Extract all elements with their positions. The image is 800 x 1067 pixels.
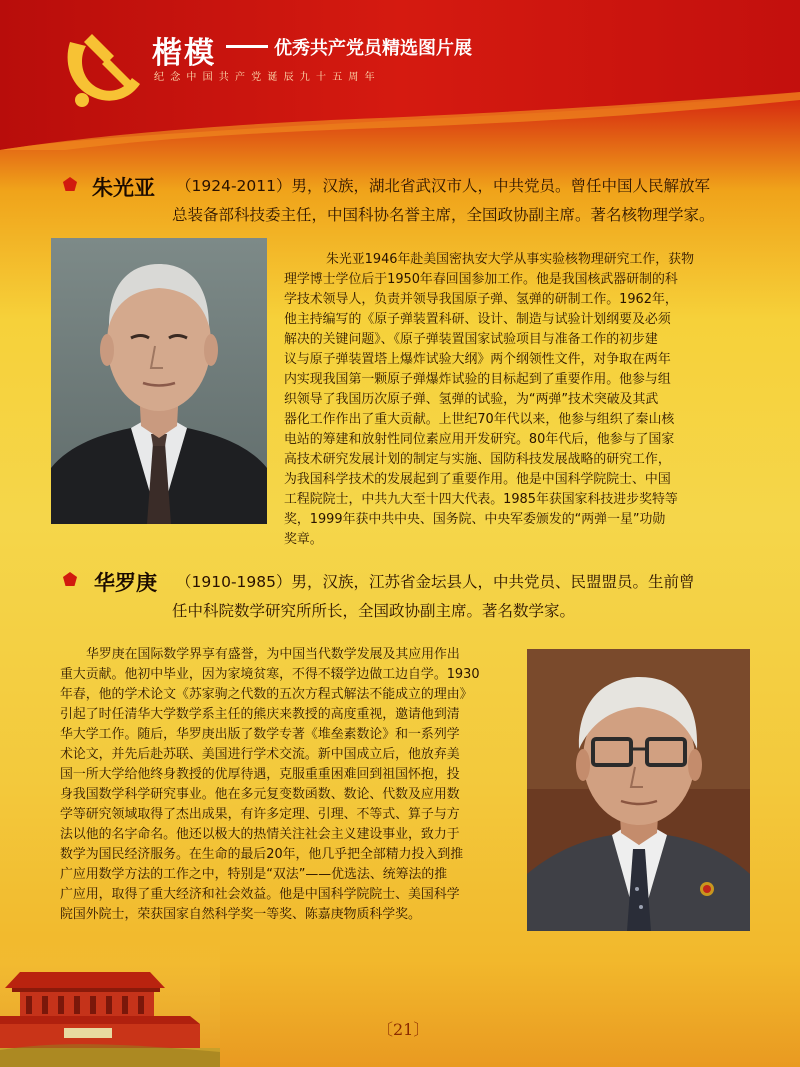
person2-biography: [60, 645, 518, 925]
bio-line: 理学博士学位后于1950年春回国参加工作。他是我国核武器研制的科: [284, 272, 678, 287]
bio-line: 重大贡献。他初中毕业，因为家境贫寒，不得不辍学边做工边自学。1930: [60, 667, 480, 682]
bio-line: 为我国科学技术的发展起到了重要作用。他是中国科学院院士、中国: [284, 472, 671, 487]
person2-intro-line2: 任中科院数学研究所所长，全国政协副主席。著名数学家。: [172, 602, 576, 620]
bio-line: 术论文，并先后赴苏联、美国进行学术交流。新中国成立后，他放弃美: [60, 747, 460, 762]
header-caption: 纪念中国共产党诞辰九十五周年: [154, 72, 381, 83]
bio-line: 广应用数学方法的工作之中，特别是“双法”——优选法、统筹法的推: [60, 867, 448, 882]
page-number: 〔21〕: [377, 1020, 430, 1039]
bio-line: 工程院院士，中共九大至十四大代表。1985年获国家科技进步奖特等: [284, 492, 678, 507]
bio-line: 织领导了我国历次原子弹、氢弹的试验，为“两弹”技术突破及其武: [284, 392, 659, 407]
header-title: 楷模: [152, 36, 216, 71]
bio-line: 广应用，取得了重大经济和社会效益。他是中国科学院院士、美国科学: [60, 887, 460, 902]
bio-line: 数学为国民经济服务。在生命的最后20年，他几乎把全部精力投入到推: [60, 847, 464, 862]
person2-portrait: [527, 649, 750, 931]
bio-line: 议与原子弹装置塔上爆炸试验大纲》两个纲领性文件，对争取在两年: [284, 352, 671, 367]
person1-name: 朱光亚: [92, 176, 155, 200]
person1-intro-line2: 总装备部科技委主任，中国科协名誉主席，全国政协副主席。著名核物理学家。: [172, 206, 715, 224]
bio-line: 内实现我国第一颗原子弹爆炸试验的目标起到了重要作用。他参与组: [284, 372, 671, 387]
person1-intro-line1: （1924-2011）男，汉族，湖北省武汉市人，中共党员。曾任中国人民解放军: [176, 177, 710, 195]
bio-line: 他主持编写的《原子弹装置科研、设计、制造与试验计划纲要及必须: [284, 312, 671, 327]
title-dash: [226, 45, 268, 48]
hammer-sickle-icon: [52, 12, 152, 112]
bio-line: 器化工作作出了重大贡献。上世纪70年代以来，他参与组织了秦山核: [284, 412, 675, 427]
person2-name: 华罗庚: [94, 571, 157, 595]
bio-line: 身我国数学科学研究事业。他在多元复变数函数、数论、代数及应用数: [60, 787, 460, 802]
bio-line: 学技术领导人，负责并领导我国原子弹、氢弹的研制工作。1962年，: [284, 292, 678, 307]
bio-line: 华罗庚在国际数学界享有盛誉，为中国当代数学发展及其应用作出: [86, 647, 460, 662]
bio-line: 年春，他的学术论文《苏家驹之代数的五次方程式解法不能成立的理由》: [60, 687, 473, 702]
person2-intro-line1: （1910-1985）男，汉族，江苏省金坛县人，中共党员、民盟盟员。生前曾: [176, 573, 695, 591]
bio-line: 高技术研究发展计划的制定与实施、国防科技发展战略的研究工作，: [284, 452, 671, 467]
bio-line: 奖，1999年获中共中央、国务院、中央军委颁发的“两弹一星”功勋: [284, 512, 666, 527]
bio-line: 院国外院士，荣获国家自然科学奖一等奖、陈嘉庚物质科学奖。: [60, 907, 421, 922]
bio-line: 电站的筹建和放射性同位素应用开发研究。80年代后，他参与了国家: [284, 432, 675, 447]
bio-line: 学等研究领域取得了杰出成果，有许多定理、引理、不等式、算子与方: [60, 807, 460, 822]
bio-line: 华大学工作。随后，华罗庚出版了数学专著《堆垒素数论》和一系列学: [60, 727, 460, 742]
bio-line: 朱光亚1946年赴美国密执安大学从事实验核物理研究工作，获物: [326, 252, 694, 267]
bio-line: 引起了时任清华大学数学系主任的熊庆来教授的高度重视，邀请他到清: [60, 707, 460, 722]
person1-biography: [284, 250, 750, 550]
tiananmen-gate-illustration: [0, 940, 220, 1067]
bio-line: 法以他的名字命名。他还以极大的热情关注社会主义建设事业，致力于: [60, 827, 460, 842]
bio-line: 奖章。: [284, 532, 323, 547]
person1-portrait: [51, 238, 267, 524]
header-subtitle: 优秀共产党员精选图片展: [274, 38, 472, 59]
bio-line: 解决的关键问题》、《原子弹装置国家试验项目与准备工作的初步建: [284, 332, 658, 347]
pentagon-bullet-icon: [62, 571, 78, 587]
bio-line: 国一所大学给他终身教授的优厚待遇，克服重重困难回到祖国怀抱，投: [60, 767, 460, 782]
pentagon-bullet-icon: [62, 176, 78, 192]
